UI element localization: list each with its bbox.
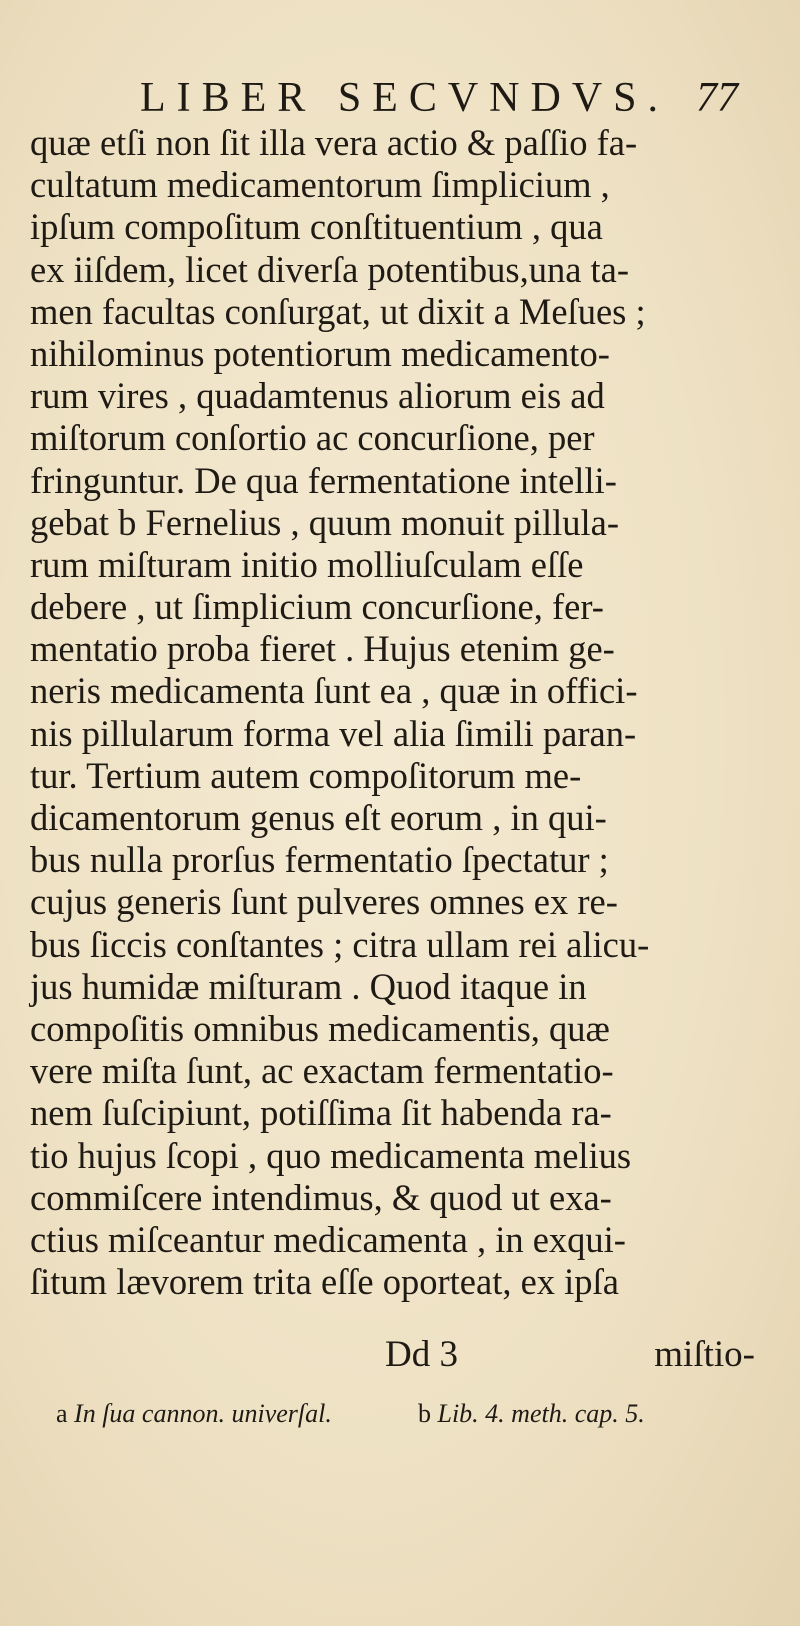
footnote-a — [56, 1394, 332, 1434]
footnotes — [56, 1394, 756, 1434]
footnote-a-letter: a — [56, 1399, 68, 1428]
text-line: fringuntur. De qua fermentatione intelli- — [30, 459, 617, 501]
signature-line — [385, 1332, 755, 1378]
footnote-b-letter: b — [418, 1399, 431, 1428]
text-line: nis pillularum forma vel alia ſimili paran- — [30, 712, 637, 754]
text-line: rum vires , quadamtenus aliorum eis ad — [30, 375, 605, 417]
text-line: commiſcere intendimus, & quod ut exa- — [30, 1176, 612, 1218]
text-line: tio hujus ſcopi , quo medicamenta melius — [30, 1134, 632, 1176]
text-line: vere miſta ſunt, ac exactam fermentatio- — [30, 1050, 614, 1092]
text-line: cujus generis ſunt pulveres omnes ex re- — [30, 881, 618, 923]
page-header — [0, 72, 800, 124]
footnote-a-text: In ſua cannon. univerſal. — [74, 1399, 332, 1428]
text-line: debere , ut ſimplicium concurſione, fer- — [30, 586, 604, 628]
text-line: ex iiſdem, licet diverſa potentibus,una ta- — [30, 248, 630, 290]
text-line: rum miſturam initio molliuſculam eſſe — [30, 543, 584, 585]
text-line: quæ etſi non ſit illa vera actio & paſſio fa- — [30, 122, 638, 163]
text-line: ſitum lævorem trita eſſe oporteat, ex ipſa — [30, 1261, 619, 1303]
footnote-b-text: Lib. 4. meth. cap. 5. — [437, 1399, 645, 1428]
body-text — [30, 122, 752, 1303]
text-line: men facultas conſurgat, ut dixit a Meſues ; — [30, 290, 646, 332]
footnote-b — [418, 1394, 645, 1434]
text-line: bus nulla prorſus fermentatio ſpectatur ; — [30, 839, 609, 881]
text-line: miſtorum conſortio ac concurſione, per — [30, 417, 595, 459]
text-line: ipſum compoſitum conſtituentium , qua — [30, 206, 603, 248]
page-number: 77 — [696, 75, 738, 121]
text-line: jus humidæ miſturam . Quod itaque in — [30, 965, 587, 1007]
text-line: nihilominus potentiorum medicamento- — [30, 332, 610, 374]
text-line: compoſitis omnibus medicamentis, quæ — [30, 1007, 610, 1049]
running-title: LIBER SECVNDVS. — [140, 75, 670, 121]
text-line: tur. Tertium autem compoſitorum me- — [30, 754, 582, 796]
text-line: nem ſuſcipiunt, potiſſima ſit habenda ra- — [30, 1092, 612, 1134]
signature-mark: Dd 3 — [385, 1334, 458, 1375]
text-line: neris medicamenta ſunt ea , quæ in offici- — [30, 670, 638, 712]
text-line: gebat b Fernelius , quum monuit pillula- — [30, 501, 619, 543]
text-line: mentatio proba fieret . Hujus etenim ge- — [30, 628, 615, 670]
text-line: dicamentorum genus eſt eorum , in qui- — [30, 797, 607, 838]
text-line: cultatum medicamentorum ſimplicium , — [30, 164, 610, 206]
text-line: bus ſiccis conſtantes ; citra ullam rei alicu- — [30, 923, 650, 965]
text-line: ctius miſceantur medicamenta , in exqui- — [30, 1218, 626, 1260]
catchword: miſtio- — [654, 1334, 755, 1375]
